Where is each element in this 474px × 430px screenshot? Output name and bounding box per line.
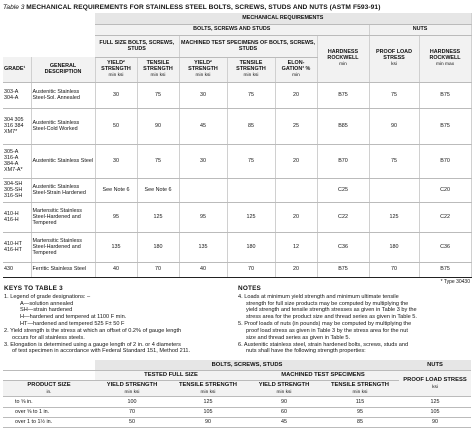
cell-hardness-nuts: B75 xyxy=(419,82,471,108)
keys-heading: KEYS TO TABLE 3 xyxy=(4,285,63,292)
note-line: 5. Proof loads of nuts (in pounds) may be computed by multiplying the xyxy=(238,321,412,328)
table-label: Table 3 xyxy=(3,4,25,11)
cell-proof-load xyxy=(369,178,419,202)
col-yield-strength-machined-2: YIELD STRENGTH min ksi xyxy=(247,380,321,396)
col-tensile-strength-machined-2: TENSILE STRENGTH min ksi xyxy=(321,380,399,396)
type-footnote: * Type 30430 xyxy=(440,279,470,285)
header-full-size: FULL SIZE BOLTS, SCREWS, STUDS xyxy=(95,35,179,57)
note-line: 6. Austenitic stainless steel, strain hardened bolts, screws, studs and xyxy=(238,341,409,348)
cell-product-size: to ⅝ in. xyxy=(3,397,95,407)
col-tensile-strength-2: TENSILE STRENGTH min ksi xyxy=(169,380,247,396)
cell-tensile: 75 xyxy=(137,144,179,178)
key-line: SH—strain hardened xyxy=(20,307,73,314)
cell-tensile-machined: 70 xyxy=(227,262,275,277)
cell-tensile-machined xyxy=(227,178,275,202)
cell-grade: 305-A 316-A 384-A XM7-A* xyxy=(3,144,31,178)
cell-grade: 303-A 304-A xyxy=(3,82,31,108)
header-nuts: NUTS xyxy=(369,24,471,35)
cell-proof-load: 105 xyxy=(399,407,471,417)
col-proof-load-stress: PROOF LOAD STRESS ksi xyxy=(369,35,419,82)
cell-tensile-machined: 75 xyxy=(227,82,275,108)
mechanical-requirements-table xyxy=(3,13,472,278)
cell-hardness-nuts: B70 xyxy=(419,144,471,178)
cell-yield: 100 xyxy=(95,397,169,407)
strain-hardened-properties-table xyxy=(3,360,471,428)
cell-elongation: 20 xyxy=(275,202,317,232)
cell-hardness: C36 xyxy=(317,232,369,262)
cell-hardness-nuts: B75 xyxy=(419,108,471,144)
cell-hardness-nuts: B75 xyxy=(419,262,471,277)
note-line: stress area for the product size and thread series as given in Table 5. xyxy=(246,314,417,321)
cell-tensile: 180 xyxy=(137,232,179,262)
notes-heading: NOTES xyxy=(238,285,262,292)
cell-hardness: B75 xyxy=(317,262,369,277)
cell-yield: See Note 6 xyxy=(95,178,137,202)
cell-yield-machined: 45 xyxy=(247,417,321,427)
cell-proof-load: 90 xyxy=(399,417,471,427)
cell-elongation: 20 xyxy=(275,262,317,277)
key-line: of test specimen in accordance with Federal Standard 151, Method 211. xyxy=(12,348,191,355)
cell-tensile-machined: 85 xyxy=(227,108,275,144)
col-tensile-strength-machined: TENSILE STRENGTH min ksi xyxy=(227,57,275,82)
header-bolts-screws-studs: BOLTS, SCREWS AND STUDS xyxy=(95,24,369,35)
cell-elongation xyxy=(275,178,317,202)
cell-hardness: B70 xyxy=(317,144,369,178)
cell-proof-load: 125 xyxy=(399,397,471,407)
header-machined-test-specimens: MACHINED TEST SPECIMENS xyxy=(247,370,399,380)
cell-tensile-machined: 75 xyxy=(227,144,275,178)
col-yield-strength: YIELD² STRENGTH min ksi xyxy=(95,57,137,82)
cell-tensile-machined: 115 xyxy=(321,397,399,407)
cell-yield-machined: 30 xyxy=(179,144,227,178)
table-title xyxy=(3,2,471,13)
col-hardness-rockwell-nuts: HARDNESS ROCKWELL min max xyxy=(419,35,471,82)
col-elongation: ELON-GATION³ % min xyxy=(275,57,317,82)
col-grade: GRADE¹ xyxy=(3,57,31,82)
note-line: yield strength and tensile strength stresses as given in Table 3 by the xyxy=(246,307,417,314)
cell-product-size: over 1 to 1½ in. xyxy=(3,417,95,427)
col-proof-load-stress-2: PROOF LOAD STRESS ksi xyxy=(399,370,471,397)
note-line: size and thread series as given in Table 5. xyxy=(246,334,351,341)
header-mechanical-requirements: MECHANICAL REQUIREMENTS xyxy=(95,13,471,24)
cell-description: Austenitic Stainless Steel-Cold Worked xyxy=(31,108,95,144)
cell-hardness-nuts: C20 xyxy=(419,178,471,202)
cell-description: Ferritic Stainless Steel xyxy=(31,262,95,277)
col-tensile-strength: TENSILE STRENGTH min ksi xyxy=(137,57,179,82)
cell-product-size: over ⅝ to 1 in. xyxy=(3,407,95,417)
cell-yield-machined: 90 xyxy=(247,397,321,407)
cell-grade: 410-H 416-H xyxy=(3,202,31,232)
cell-hardness-nuts: C22 xyxy=(419,202,471,232)
table-row xyxy=(3,397,471,407)
table-row xyxy=(3,82,471,108)
cell-yield-machined: 30 xyxy=(179,82,227,108)
cell-description: Martensitic Stainless Steel-Hardened and Tempered xyxy=(31,232,95,262)
cell-tensile-machined: 85 xyxy=(321,417,399,427)
cell-tensile: 70 xyxy=(137,262,179,277)
cell-yield-machined: 95 xyxy=(179,202,227,232)
cell-description: Austenitic Stainless Steel-Sol. Annealed xyxy=(31,82,95,108)
col-product-size: PRODUCT SIZE in. xyxy=(3,380,95,396)
cell-description: Austenitic Stainless Steel xyxy=(31,144,95,178)
cell-hardness: B85 xyxy=(317,108,369,144)
table-row xyxy=(3,407,471,417)
cell-description: Austenitic Stainless Steel-Strain Hardened xyxy=(31,178,95,202)
key-line: occurs for all stainless steels. xyxy=(12,334,85,341)
cell-grade: 410-HT 416-HT xyxy=(3,232,31,262)
cell-yield: 135 xyxy=(95,232,137,262)
cell-tensile: 125 xyxy=(169,397,247,407)
cell-tensile: See Note 6 xyxy=(137,178,179,202)
notes-section xyxy=(238,285,470,355)
cell-elongation: 20 xyxy=(275,82,317,108)
cell-hardness: B75 xyxy=(317,82,369,108)
header-nuts-2: NUTS xyxy=(399,360,471,370)
key-line: A—solution annealed xyxy=(20,300,74,307)
cell-tensile-machined: 125 xyxy=(227,202,275,232)
col-hardness-rockwell: HARDNESS ROCKWELL min xyxy=(317,35,369,82)
table-row xyxy=(3,232,471,262)
cell-yield: 30 xyxy=(95,144,137,178)
key-line: 1. Legend of grade designations: – xyxy=(4,293,91,300)
header-tested-full-size: TESTED FULL SIZE xyxy=(95,370,247,380)
table-title-text: MECHANICAL REQUIREMENTS FOR STAINLESS STEEL BOLTS, SCREWS, STUDS AND NUTS (ASTM F593-91) xyxy=(26,4,381,11)
key-line: H—hardened and tempered at 1100 F min. xyxy=(20,314,127,321)
table-row xyxy=(3,417,471,427)
cell-yield-machined: 45 xyxy=(179,108,227,144)
cell-yield: 30 xyxy=(95,82,137,108)
cell-proof-load: 180 xyxy=(369,232,419,262)
key-line: 2. Yield strength is the stress at which an offset of 0.2% of gauge length xyxy=(4,327,182,334)
cell-yield: 50 xyxy=(95,417,169,427)
cell-hardness: C22 xyxy=(317,202,369,232)
cell-tensile: 125 xyxy=(137,202,179,232)
col-yield-strength-2: YIELD STRENGTH min ksi xyxy=(95,380,169,396)
keys-section xyxy=(4,285,230,355)
cell-yield: 50 xyxy=(95,108,137,144)
cell-proof-load: 75 xyxy=(369,144,419,178)
cell-elongation: 25 xyxy=(275,108,317,144)
cell-description: Martensitic Stainless Steel-Hardened and Tempered xyxy=(31,202,95,232)
cell-hardness: C25 xyxy=(317,178,369,202)
cell-proof-load: 90 xyxy=(369,108,419,144)
cell-proof-load: 125 xyxy=(369,202,419,232)
cell-tensile: 90 xyxy=(169,417,247,427)
table-row xyxy=(3,202,471,232)
key-line: 3. Elongation is determined using a gauge length of 2 in. or 4 diameters xyxy=(4,341,181,348)
col-general-description: GENERAL DESCRIPTION xyxy=(31,57,95,82)
cell-yield: 40 xyxy=(95,262,137,277)
cell-hardness-nuts: C36 xyxy=(419,232,471,262)
table-row xyxy=(3,144,471,178)
table-row xyxy=(3,108,471,144)
note-line: proof load stress as given in Table 3 by the stress area for the nut xyxy=(246,327,408,334)
table-row xyxy=(3,178,471,202)
note-line: nuts shall have the following strength properties: xyxy=(246,348,366,355)
cell-elongation: 20 xyxy=(275,144,317,178)
cell-tensile: 105 xyxy=(169,407,247,417)
cell-proof-load: 70 xyxy=(369,262,419,277)
cell-grade: 304 305 316 384 XM7* xyxy=(3,108,31,144)
cell-tensile-machined: 95 xyxy=(321,407,399,417)
note-line: 4. Loads at minimum yield strength and minimum ultimate tensile xyxy=(238,293,399,300)
cell-tensile-machined: 180 xyxy=(227,232,275,262)
cell-grade: 304-SH 305-SH 316-SH xyxy=(3,178,31,202)
cell-yield-machined: 40 xyxy=(179,262,227,277)
col-yield-strength-machined: YIELD² STRENGTH min ksi xyxy=(179,57,227,82)
cell-elongation: 12 xyxy=(275,232,317,262)
note-line: strength for full size products may be computed by multiplying the xyxy=(246,300,409,307)
cell-grade: 430 xyxy=(3,262,31,277)
cell-yield-machined: 60 xyxy=(247,407,321,417)
cell-yield: 70 xyxy=(95,407,169,417)
table-row xyxy=(3,262,471,277)
cell-yield: 95 xyxy=(95,202,137,232)
cell-tensile: 90 xyxy=(137,108,179,144)
header-bolts-screws-studs-2: BOLTS, SCREWS, STUDS xyxy=(95,360,399,370)
cell-yield-machined: 135 xyxy=(179,232,227,262)
cell-yield-machined xyxy=(179,178,227,202)
header-machined-specimens: MACHINED TEST SPECIMENS OF BOLTS, SCREWS, STUDS xyxy=(179,35,317,57)
key-line: HT—hardened and tempered 525 F± 50 F xyxy=(20,321,125,328)
cell-tensile: 75 xyxy=(137,82,179,108)
cell-proof-load: 75 xyxy=(369,82,419,108)
